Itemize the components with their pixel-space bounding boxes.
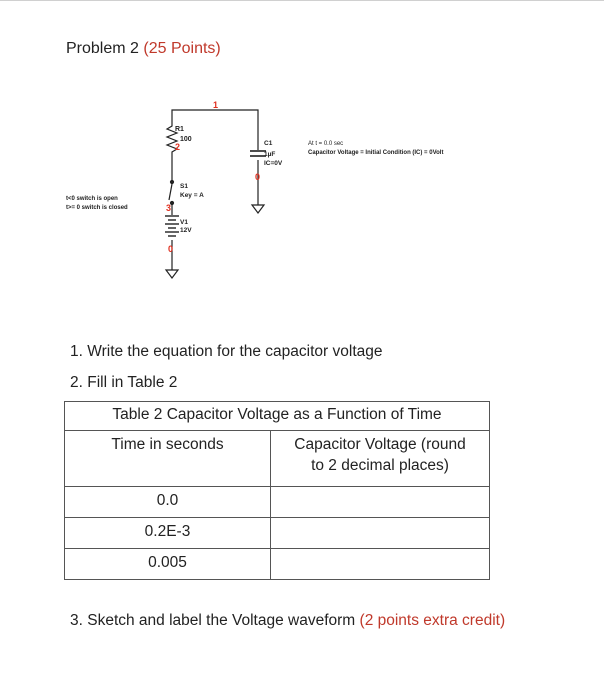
table-row [65, 487, 490, 518]
col-voltage-header-line1: Capacitor Voltage (round [294, 436, 466, 453]
top-divider [0, 0, 604, 1]
r1-value: 100 [180, 136, 192, 143]
problem-title-text: Problem 2 [66, 40, 139, 57]
question-2: 2. Fill in Table 2 [70, 374, 178, 391]
question-3-text: 3. Sketch and label the Voltage waveform [70, 612, 356, 629]
switch-open-note: t<0 switch is open [66, 196, 118, 202]
switch-blade [169, 184, 172, 200]
switch-closed-note: t>= 0 switch is closed [66, 205, 128, 211]
voltage-cell[interactable] [271, 518, 490, 549]
resistor-r1 [167, 117, 177, 160]
r1-name: R1 [175, 126, 184, 133]
time-cell: 0.005 [65, 549, 271, 580]
note-time: At t = 0.0 sec [308, 141, 344, 147]
s1-name: S1 [180, 183, 188, 190]
table-header-row [65, 431, 490, 487]
question-3 [70, 610, 540, 631]
ground-right [252, 205, 264, 213]
table-caption-row [65, 402, 490, 431]
c1-name: C1 [264, 140, 273, 147]
voltage-cell[interactable] [271, 549, 490, 580]
ground-left [166, 270, 178, 278]
problem-points: (25 Points) [143, 40, 221, 57]
s1-key: Key = A [180, 192, 204, 199]
node-label-0-v: 0 [168, 244, 174, 254]
node-label-2: 2 [175, 142, 181, 152]
battery-v1 [165, 216, 179, 236]
question-1: 1. Write the equation for the capacitor voltage [70, 343, 383, 360]
voltage-cell[interactable] [271, 487, 490, 518]
c1-value: 1µF [264, 151, 276, 158]
table-row [65, 549, 490, 580]
table-row [65, 518, 490, 549]
node-label-top: 1 [213, 100, 219, 110]
problem-title [66, 40, 221, 58]
question-3-extra-credit: (2 points extra credit) [359, 612, 506, 629]
time-cell: 0.2E-3 [65, 518, 271, 549]
switch-contact-top [171, 181, 174, 184]
col-voltage-header [271, 431, 490, 487]
node-label-0-c: 0 [255, 172, 261, 182]
col-voltage-header-line2: to 2 decimal places) [311, 457, 449, 474]
v1-name: V1 [180, 219, 188, 226]
node-label-3: 3 [166, 203, 172, 213]
time-cell: 0.0 [65, 487, 271, 518]
table-2 [64, 401, 490, 580]
table-caption: Table 2 Capacitor Voltage as a Function of Time [65, 402, 490, 431]
note-ic: Capacitor Voltage = Initial Condition (IC) = 0Volt [308, 150, 444, 156]
col-time-header: Time in seconds [65, 431, 271, 487]
circuit-diagram [0, 95, 604, 295]
c1-ic: IC=0V [264, 160, 283, 167]
v1-value: 12V [180, 227, 192, 234]
wire-top [172, 110, 258, 150]
